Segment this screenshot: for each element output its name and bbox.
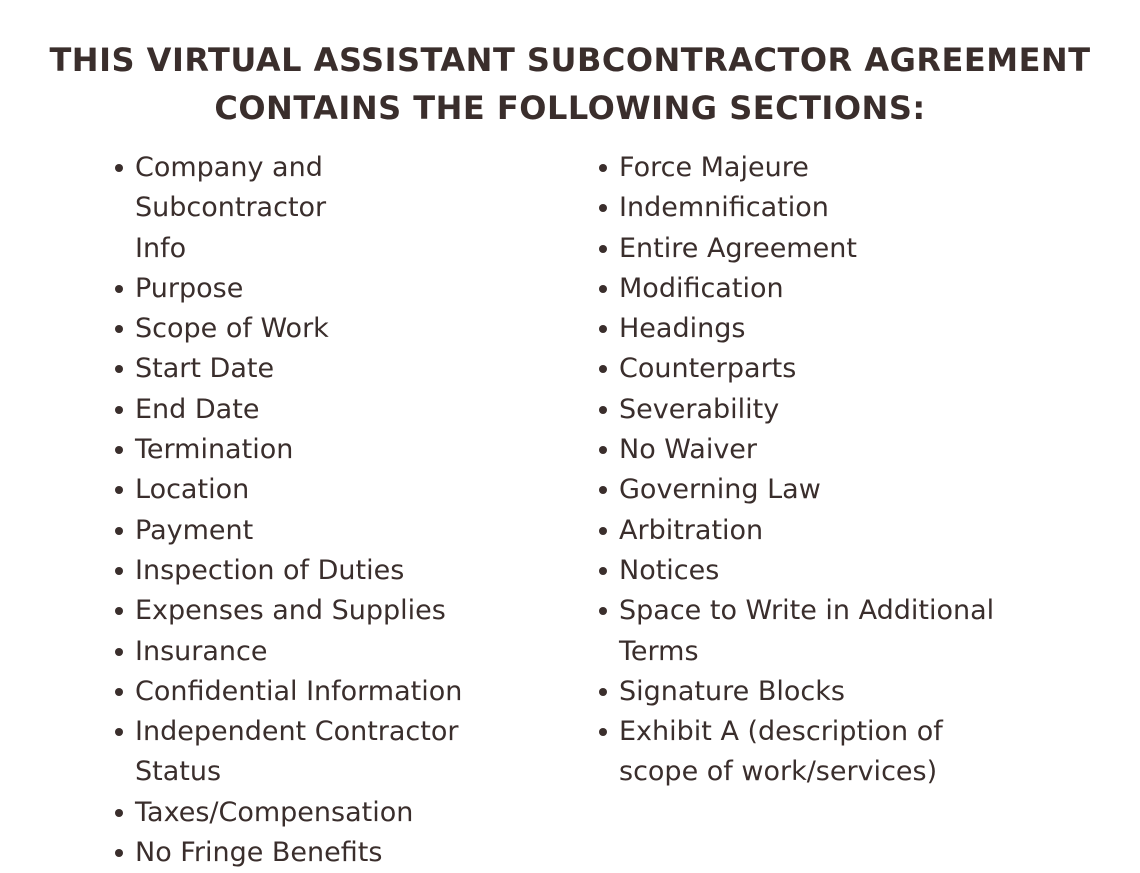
list-item: Insurance (114, 632, 554, 672)
list-item: End Date (114, 390, 554, 430)
list-item: Severability (598, 390, 1068, 430)
list-item: No Fringe Benefits (114, 833, 554, 873)
sections-list-left (114, 148, 554, 873)
list-item: Expenses and Supplies (114, 591, 554, 631)
list-item: Indemnification (598, 188, 1068, 228)
list-item: Signature Blocks (598, 672, 1068, 712)
list-item: Company and Subcontractor Info (114, 148, 365, 269)
list-item: Notices (598, 551, 1068, 591)
list-item: Inspection of Duties (114, 551, 554, 591)
list-item: Space to Write in Additional Terms (598, 591, 1029, 672)
list-item: Termination (114, 430, 554, 470)
page-title (0, 36, 1140, 132)
list-item: Purpose (114, 269, 554, 309)
sections-list-right (598, 148, 1068, 793)
list-item: Location (114, 470, 554, 510)
list-item: Headings (598, 309, 1068, 349)
page-title-line-1: THIS VIRTUAL ASSISTANT SUBCONTRACTOR AGREEMENT (49, 41, 1091, 79)
list-item: Exhibit A (description of scope of work/services) (598, 712, 974, 793)
list-item: Entire Agreement (598, 229, 1068, 269)
list-item: Governing Law (598, 470, 1068, 510)
list-item: No Waiver (598, 430, 1068, 470)
list-item: Payment (114, 511, 554, 551)
list-item: Confidential Information (114, 672, 554, 712)
list-item: Counterparts (598, 349, 1068, 389)
list-item: Arbitration (598, 511, 1068, 551)
list-item: Start Date (114, 349, 554, 389)
list-item: Force Majeure (598, 148, 1068, 188)
page-title-line-2: CONTAINS THE FOLLOWING SECTIONS: (214, 89, 926, 127)
list-item: Independent Contractor Status (114, 712, 465, 793)
list-item: Scope of Work (114, 309, 554, 349)
list-item: Taxes/Compensation (114, 793, 554, 833)
list-item: Modification (598, 269, 1068, 309)
